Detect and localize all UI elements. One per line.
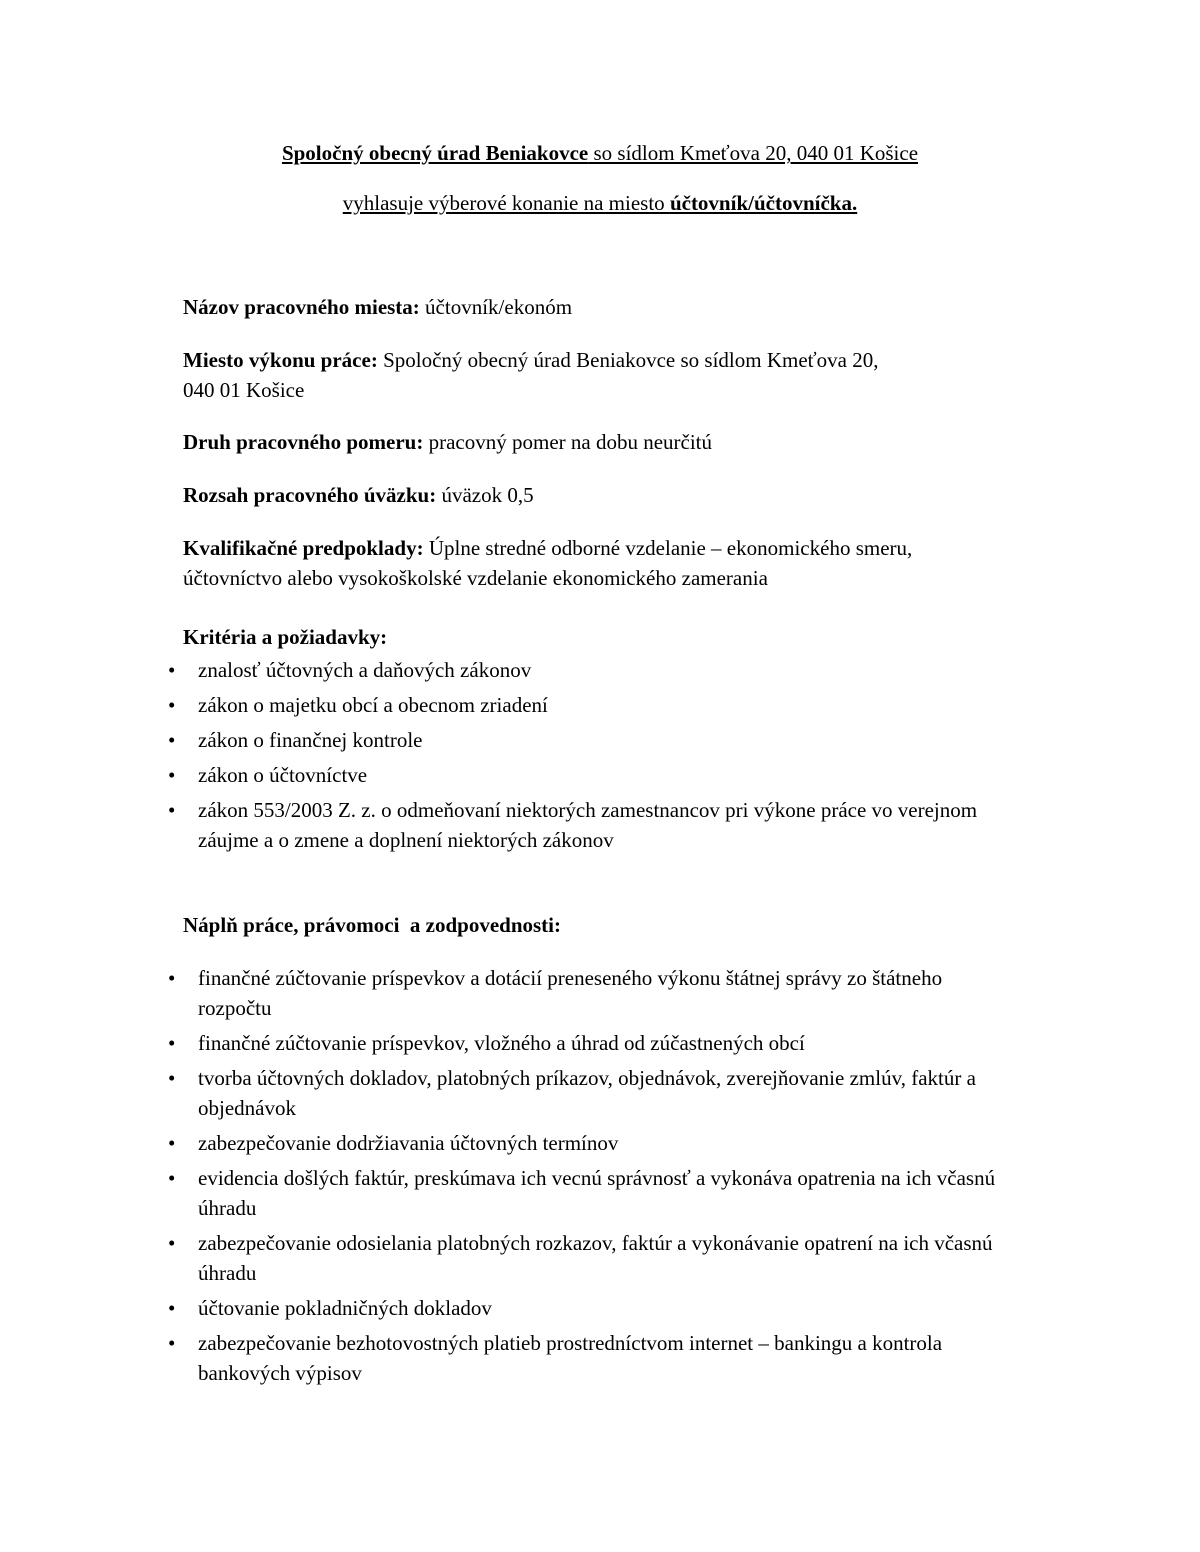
field-workplace-value-line1: Spoločný obecný úrad Beniakovce so sídlom Kmeťova 20, <box>377 348 879 372</box>
field-workload-value: úväzok 0,5 <box>436 483 534 507</box>
duties-item: • tvorba účtovných dokladov, platobných príkazov, objednávok, zverejňovanie zmlúv, faktúr a objednávok <box>183 1063 1013 1123</box>
field-job-title-label: Názov pracovného miesta: <box>183 295 420 319</box>
duties-item: • zabezpečovanie odosielania platobných rozkazov, faktúr a vykonávanie opatrení na ich včasnú úhradu <box>183 1228 1013 1288</box>
title-org-name: Spoločný obecný úrad Beniakovce <box>281 141 589 165</box>
duties-item: • zabezpečovanie bezhotovostných platieb prostredníctvom internet – bankingu a kontrola bankových výpisov <box>183 1328 1013 1388</box>
field-qualifications-value: Úplne stredné odborné vzdelanie – ekonomického smeru, účtovníctvo alebo vysokoškolské vzdelanie ekonomického zamerania <box>183 536 913 590</box>
duties-heading: Náplň práce, právomoci a zodpovednosti: <box>183 913 561 937</box>
criteria-item: • zákon o účtovníctve <box>183 760 1013 790</box>
field-workplace-label: Miesto výkonu práce: <box>183 348 378 372</box>
field-qualifications <box>183 533 1013 593</box>
document-title-line1 <box>0 138 1200 168</box>
field-workplace <box>183 345 1013 405</box>
criteria-heading: Kritéria a požiadavky: <box>183 625 388 649</box>
duties-item: • evidencia došlých faktúr, preskúmava ich vecnú správnosť a vykonáva opatrenia na ich včasnú úhradu <box>183 1163 1013 1223</box>
title-announcement-text: vyhlasuje výberové konanie na miesto <box>342 191 670 215</box>
criteria-item: • zákon o finančnej kontrole <box>183 725 1013 755</box>
duties-item: • zabezpečovanie dodržiavania účtovných termínov <box>183 1128 1013 1158</box>
field-job-title-value: účtovník/ekonóm <box>419 295 573 319</box>
criteria-list <box>183 655 1013 855</box>
field-employment-type-value: pracovný pomer na dobu neurčitú <box>423 430 713 454</box>
document-body <box>183 292 1013 1388</box>
document-title-line2 <box>0 188 1200 218</box>
field-job-title <box>183 292 1013 322</box>
duties-item: • účtovanie pokladničných dokladov <box>183 1293 1013 1323</box>
title-position-name: účtovník/účtovníčka. <box>669 191 858 215</box>
field-workload-label: Rozsah pracovného úväzku: <box>183 483 437 507</box>
title-org-address: so sídlom Kmeťova 20, 040 01 Košice <box>588 141 919 165</box>
field-qualifications-label: Kvalifikačné predpoklady: <box>183 536 424 560</box>
criteria-item: • zákon 553/2003 Z. z. o odmeňovaní niektorých zamestnancov pri výkone práce vo verejnom záujme a o zmene a doplnení niektorých zákonov <box>183 795 1013 855</box>
field-workplace-value-line2: 040 01 Košice <box>183 378 305 402</box>
duties-item: • finančné zúčtovanie príspevkov, vložného a úhrad od zúčastnených obcí <box>183 1028 1013 1058</box>
field-workload <box>183 480 1013 510</box>
duties-item: • finančné zúčtovanie príspevkov a dotácií preneseného výkonu štátnej správy zo štátneho rozpočtu <box>183 963 1013 1023</box>
field-employment-type-label: Druh pracovného pomeru: <box>183 430 424 454</box>
duties-list <box>183 963 1013 1388</box>
field-employment-type <box>183 427 1013 457</box>
criteria-item: • zákon o majetku obcí a obecnom zriadení <box>183 690 1013 720</box>
criteria-item: • znalosť účtovných a daňových zákonov <box>183 655 1013 685</box>
